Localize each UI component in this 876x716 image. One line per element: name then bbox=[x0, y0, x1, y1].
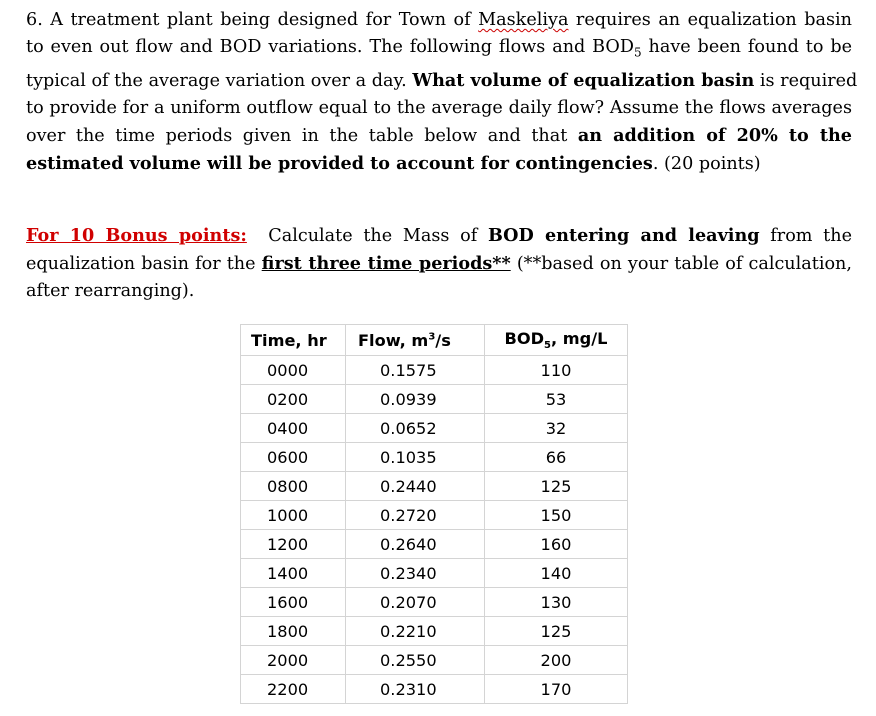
cell-bod: 150 bbox=[485, 501, 628, 530]
bold-text: an addition of 20% to the bbox=[577, 124, 852, 146]
question-line-6 bbox=[26, 150, 852, 178]
header-bod bbox=[485, 325, 628, 356]
text: BOD bbox=[504, 328, 545, 348]
text: (**based on your table of calculation, bbox=[510, 254, 852, 274]
cell-bod: 130 bbox=[485, 588, 628, 617]
bold-text: estimated volume will be provided to account for contingencies bbox=[26, 152, 653, 174]
cell-flow: 0.2210 bbox=[346, 617, 485, 646]
cell-flow: 0.0652 bbox=[346, 414, 485, 443]
bold-text: BOD entering and leaving bbox=[487, 225, 760, 246]
bonus-line-3: after rearranging). bbox=[26, 281, 195, 301]
header-time: Time, hr bbox=[241, 325, 346, 356]
table-row bbox=[241, 385, 628, 414]
table-row bbox=[241, 675, 628, 704]
subscript: 5 bbox=[544, 340, 552, 352]
cell-bod: 53 bbox=[485, 385, 628, 414]
cell-bod: 110 bbox=[485, 356, 628, 385]
table-row bbox=[241, 617, 628, 646]
cell-flow: 0.2310 bbox=[346, 675, 485, 704]
text: is required bbox=[754, 70, 858, 91]
question-line-2 bbox=[26, 34, 852, 67]
bonus-line-2 bbox=[26, 250, 852, 278]
cell-time: 0600 bbox=[241, 443, 346, 472]
cell-bod: 125 bbox=[485, 617, 628, 646]
cell-flow: 0.2070 bbox=[346, 588, 485, 617]
cell-flow: 0.2720 bbox=[346, 501, 485, 530]
text: to even out flow and BOD variations. The following flows and BOD bbox=[26, 37, 634, 57]
table-header-row bbox=[241, 325, 628, 356]
cell-time: 2000 bbox=[241, 646, 346, 675]
text: 6. A treatment plant being designed for Town of bbox=[26, 10, 479, 30]
cell-bod: 32 bbox=[485, 414, 628, 443]
text: Calculate the Mass of bbox=[246, 226, 488, 246]
cell-time: 1000 bbox=[241, 501, 346, 530]
cell-flow: 0.1035 bbox=[346, 443, 485, 472]
cell-time: 2200 bbox=[241, 675, 346, 704]
cell-flow: 0.1575 bbox=[346, 356, 485, 385]
bonus-line-1 bbox=[26, 222, 852, 250]
text: have been found to be bbox=[641, 37, 853, 57]
text: , mg/L bbox=[551, 328, 608, 348]
cell-time: 0200 bbox=[241, 385, 346, 414]
cell-bod: 66 bbox=[485, 443, 628, 472]
text: requires an equalization basin bbox=[568, 10, 852, 30]
table-row bbox=[241, 501, 628, 530]
text: from the bbox=[759, 226, 852, 246]
table-body bbox=[241, 356, 628, 704]
cell-time: 1200 bbox=[241, 530, 346, 559]
cell-flow: 0.2440 bbox=[346, 472, 485, 501]
bold-underlined-text: first three time periods** bbox=[261, 253, 511, 274]
cell-bod: 160 bbox=[485, 530, 628, 559]
cell-time: 1600 bbox=[241, 588, 346, 617]
cell-bod: 200 bbox=[485, 646, 628, 675]
table-row bbox=[241, 530, 628, 559]
cell-time: 0800 bbox=[241, 472, 346, 501]
cell-time: 1400 bbox=[241, 559, 346, 588]
question-paragraph bbox=[26, 7, 858, 178]
subscript: 5 bbox=[633, 45, 642, 60]
cell-flow: 0.2340 bbox=[346, 559, 485, 588]
superscript: 3 bbox=[428, 331, 436, 343]
cell-bod: 125 bbox=[485, 472, 628, 501]
text: Flow, m bbox=[358, 330, 429, 350]
cell-flow: 0.2550 bbox=[346, 646, 485, 675]
text: . (20 points) bbox=[652, 153, 761, 174]
question-line-5 bbox=[26, 122, 852, 150]
text: equalization basin for the bbox=[26, 254, 262, 274]
text: /s bbox=[435, 330, 451, 350]
cell-flow: 0.2640 bbox=[346, 530, 485, 559]
text: over the time periods given in the table below and that bbox=[26, 125, 578, 146]
cell-bod: 170 bbox=[485, 675, 628, 704]
cell-time: 0400 bbox=[241, 414, 346, 443]
flow-bod-table bbox=[240, 324, 628, 704]
table-row bbox=[241, 588, 628, 617]
cell-time: 0000 bbox=[241, 356, 346, 385]
text: typical of the average variation over a day. bbox=[26, 70, 413, 91]
bonus-paragraph bbox=[26, 222, 852, 305]
table-row bbox=[241, 646, 628, 675]
question-line-4: to provide for a uniform outflow equal to the average daily flow? Assume the flows averages bbox=[26, 97, 852, 118]
table-row bbox=[241, 414, 628, 443]
cell-flow: 0.0939 bbox=[346, 385, 485, 414]
question-line-3 bbox=[26, 67, 858, 95]
bold-text: What volume of equalization basin bbox=[412, 69, 755, 91]
header-flow bbox=[346, 325, 485, 356]
cell-time: 1800 bbox=[241, 617, 346, 646]
town-name: Maskeliya bbox=[478, 10, 569, 30]
table-row bbox=[241, 559, 628, 588]
bonus-label: For 10 Bonus points: bbox=[26, 225, 247, 246]
table-row bbox=[241, 356, 628, 385]
table-row bbox=[241, 443, 628, 472]
table-row bbox=[241, 472, 628, 501]
question-line-1 bbox=[26, 7, 852, 34]
cell-bod: 140 bbox=[485, 559, 628, 588]
